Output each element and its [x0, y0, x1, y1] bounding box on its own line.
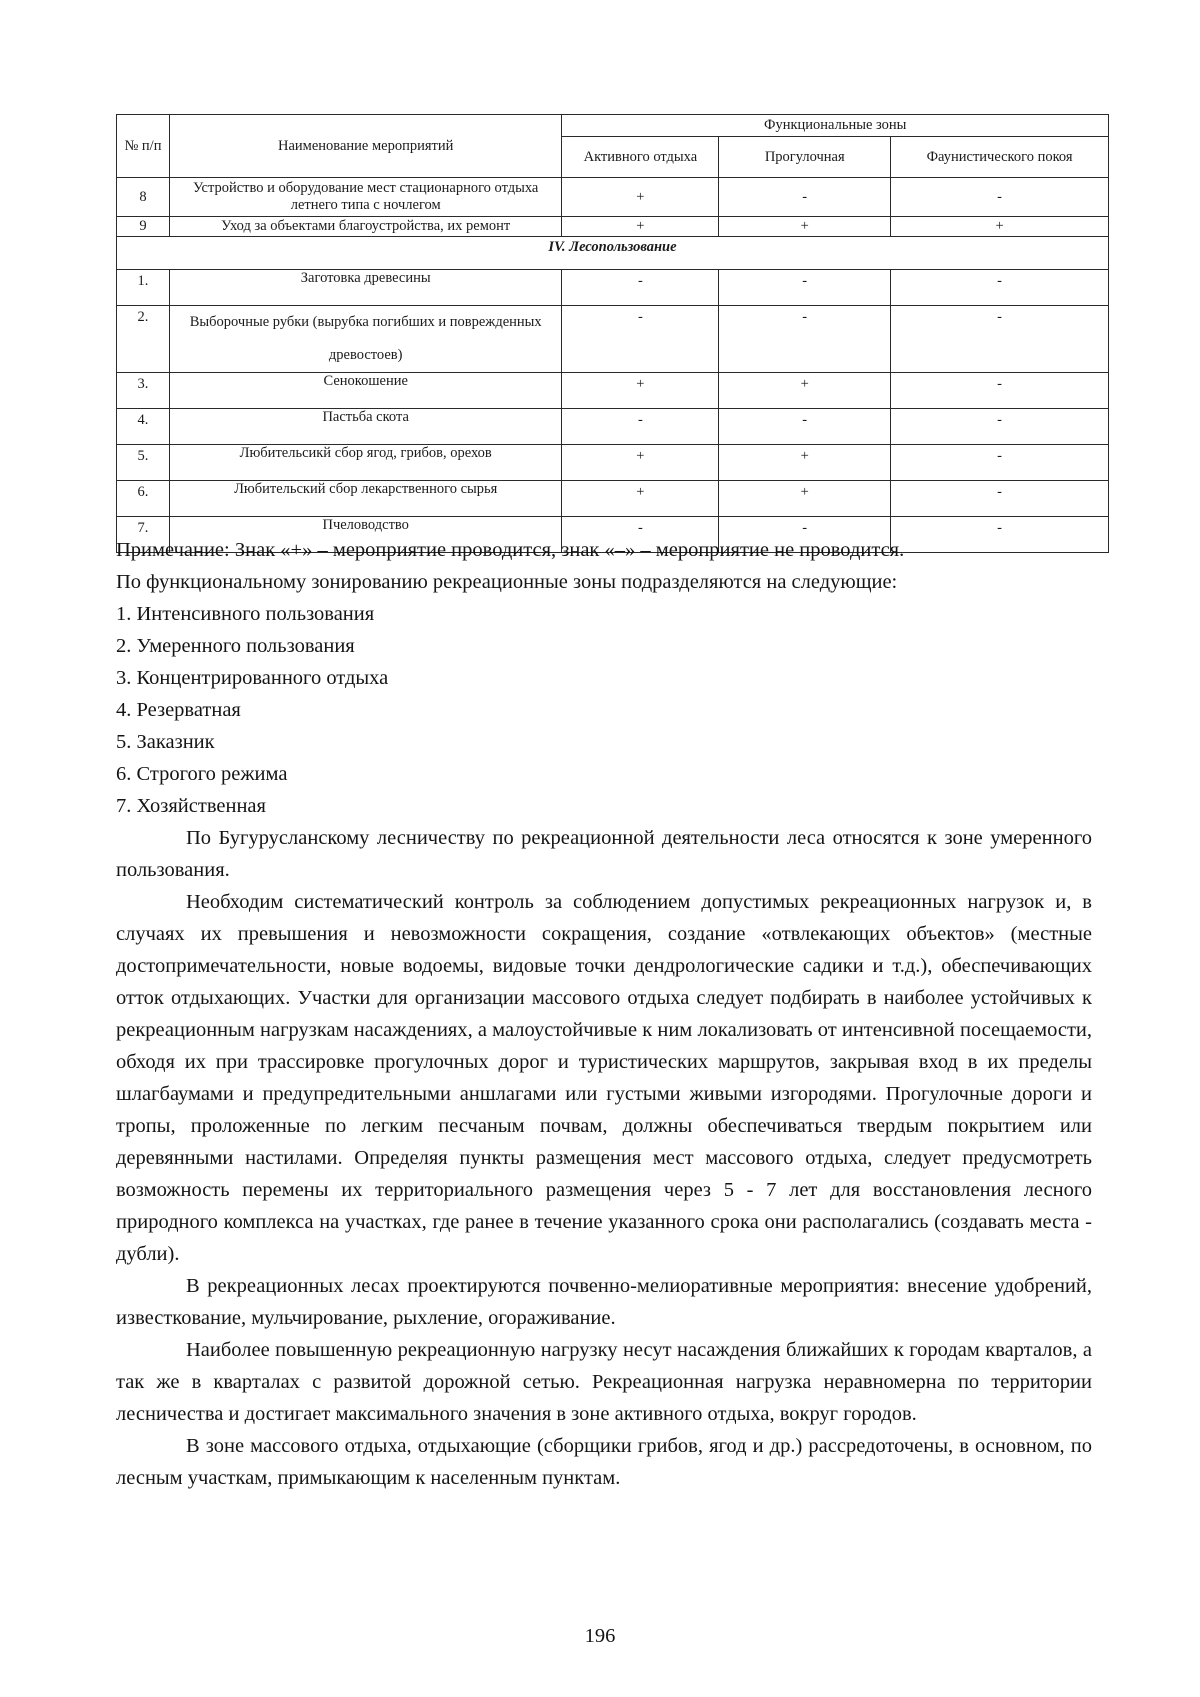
row-mark: - [562, 517, 719, 553]
row-mark: + [562, 373, 719, 409]
row-mark: - [891, 481, 1109, 517]
row-name: Заготовка древесины [169, 270, 562, 306]
table-row [117, 178, 1109, 217]
table-header-row [117, 115, 1109, 137]
row-mark: + [562, 481, 719, 517]
row-mark: - [891, 306, 1109, 373]
table-row [117, 270, 1109, 306]
row-mark: + [719, 445, 891, 481]
list-item: 5. Заказник [116, 731, 215, 753]
row-name: Уход за объектами благоустройства, их ремонт [169, 217, 562, 237]
list-item: 4. Резерватная [116, 699, 241, 721]
table-row [117, 409, 1109, 445]
zones-intro: По функциональному зонированию рекреационные зоны подразделяются на следующие: [116, 571, 898, 593]
table-note: Примечание: Знак «+» – мероприятие проводится, знак «–» – мероприятие не проводится. [116, 539, 905, 561]
list-item: 1. Интенсивного пользования [116, 603, 375, 625]
table-row [117, 481, 1109, 517]
page-number: 196 [584, 1625, 616, 1647]
row-name: Пастьба скота [169, 409, 562, 445]
paragraph: Необходим систематический контроль за соблюдением допустимых рекреационных нагрузок и, в случаях их превышения и невозможности сокращения, создание «отвлекающих объектов» (местные достопримечательности, новые водоемы, видовые точки дендрологические садики и т.д.), обеспечивающих отток отдыхающих. Участки для организации массового отдыха следует подбирать в наиболее устойчивых к рекреационным нагрузкам насаждениях, а малоустойчивые к ним локализовать от интенсивной посещаемости, обходя их при трассировке прогулочных дорог и туристических маршрутов, закрывая вход в их пределы шлагбаумами и предупредительными аншлагами или густыми живыми изгородями. Прогулочные дороги и тропы, проложенные по легким песчаным почвам, должны обеспечиваться твердым покрытием или деревянными настилами. Определяя пункты размещения мест массового отдыха, следует предусмотреть возможность перемены их территориального размещения через 5 - 7 лет для восстановления лесного природного комплекса на участках, где ранее в течение указанного срока они располагались (создавать места - дубли). [116, 891, 1092, 1265]
row-num: 1. [117, 270, 170, 306]
header-zones-group: Функциональные зоны [562, 115, 1109, 137]
row-name: Пчеловодство [169, 517, 562, 553]
paragraph: Наиболее повышенную рекреационную нагрузку несут насаждения ближайших к городам кварталов, а так же в кварталах с развитой дорожной сетью. Рекреационная нагрузка неравномерна по территории лесничества и достигает максимального значения в зоне активного отдыха, вокруг городов. [116, 1339, 1092, 1425]
list-item: 7. Хозяйственная [116, 795, 266, 817]
row-mark: + [719, 481, 891, 517]
row-num: 7. [117, 517, 170, 553]
row-mark: + [719, 217, 891, 237]
header-zone-walking: Прогулочная [719, 137, 891, 178]
row-mark: - [891, 409, 1109, 445]
list-item: 3. Концентрированного отдыха [116, 667, 389, 689]
list-item: 2. Умеренного пользования [116, 635, 355, 657]
row-mark: - [562, 270, 719, 306]
table-row [117, 306, 1109, 373]
row-num: 4. [117, 409, 170, 445]
row-num: 2. [117, 306, 170, 373]
row-num: 9 [117, 217, 170, 237]
list-item: 6. Строгого режима [116, 763, 288, 785]
row-mark: + [719, 373, 891, 409]
header-num: № п/п [117, 115, 170, 178]
paragraph: В зоне массового отдыха, отдыхающие (сборщики грибов, ягод и др.) рассредоточены, в основном, по лесным участкам, примыкающим к населенным пунктам. [116, 1435, 1092, 1489]
row-mark: - [891, 373, 1109, 409]
row-mark: + [562, 445, 719, 481]
row-name: Сенокошение [169, 373, 562, 409]
row-mark: - [719, 306, 891, 373]
row-num: 3. [117, 373, 170, 409]
row-mark: - [562, 306, 719, 373]
header-name: Наименование мероприятий [169, 115, 562, 178]
row-mark: + [562, 217, 719, 237]
table-row [117, 217, 1109, 237]
paragraph: В рекреационных лесах проектируются почвенно-мелиоративные мероприятия: внесение удобрений, известкование, мульчирование, рыхление, огораживание. [116, 1275, 1092, 1329]
functional-zones-table [116, 114, 1109, 553]
row-mark: + [891, 217, 1109, 237]
row-name: Устройство и оборудование мест стационарного отдыха летнего типа с ночлегом [169, 178, 562, 217]
row-name: Любительский сбор лекарственного сырья [169, 481, 562, 517]
row-num: 6. [117, 481, 170, 517]
row-mark: - [719, 409, 891, 445]
row-num: 5. [117, 445, 170, 481]
row-mark: - [719, 270, 891, 306]
header-zone-fauna: Фаунистического покоя [891, 137, 1109, 178]
row-name: Любительсикй сбор ягод, грибов, орехов [169, 445, 562, 481]
row-num: 8 [117, 178, 170, 217]
table-row [117, 445, 1109, 481]
row-mark: - [891, 270, 1109, 306]
header-zone-active: Активного отдыха [562, 137, 719, 178]
body-text [116, 534, 1092, 1494]
row-name: Выборочные рубки (вырубка погибших и поврежденных древостоев) [169, 306, 562, 373]
table-section-row [117, 237, 1109, 270]
table-row [117, 373, 1109, 409]
section-title: IV. Лесопользование [117, 237, 1109, 270]
row-mark: - [719, 178, 891, 217]
row-mark: - [891, 517, 1109, 553]
paragraph: По Бугурусланскому лесничеству по рекреационной деятельности леса относятся к зоне умеренного пользования. [116, 827, 1092, 881]
row-mark: - [562, 409, 719, 445]
row-mark: + [562, 178, 719, 217]
row-mark: - [891, 445, 1109, 481]
row-mark: - [891, 178, 1109, 217]
row-mark: - [719, 517, 891, 553]
